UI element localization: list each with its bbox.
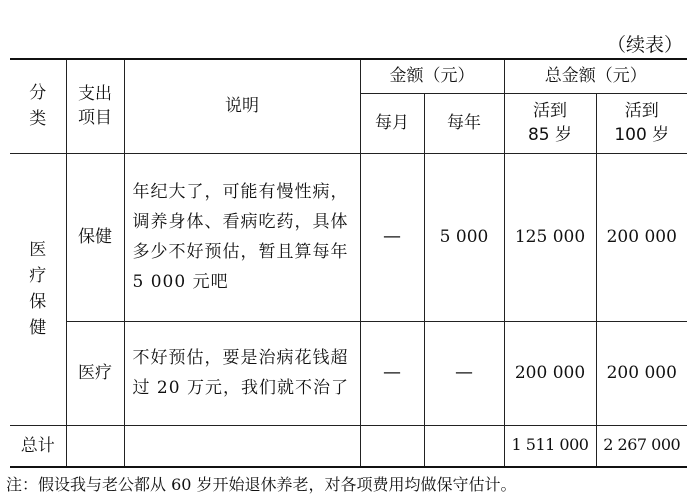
total-row [10, 425, 687, 467]
header-monthly: 每月 [360, 93, 424, 153]
total-label: 总计 [10, 425, 66, 467]
empty-cell [360, 425, 424, 467]
header-to-85: 活到 85 岁 [504, 93, 596, 153]
category-medical: 医疗保健 [10, 153, 66, 425]
description-cell: 不好预估，要是治病花钱超过 20 万元，我们就不治了 [124, 321, 360, 425]
monthly-cell: — [360, 153, 424, 321]
to100-cell: 200 000 [596, 153, 687, 321]
header-category: 分类 [10, 59, 66, 153]
monthly-cell: — [360, 321, 424, 425]
footnote: 注：假设我与老公都从 60 岁开始退休养老，对各项费用均做保守估计。 [6, 475, 517, 494]
header-description: 说明 [124, 59, 360, 153]
item-cell: 医疗 [66, 321, 124, 425]
to85-cell: 125 000 [504, 153, 596, 321]
header-yearly: 每年 [424, 93, 504, 153]
header-to-100: 活到 100 岁 [596, 93, 687, 153]
yearly-cell: — [424, 321, 504, 425]
yearly-cell: 5 000 [424, 153, 504, 321]
empty-cell [424, 425, 504, 467]
total-to85: 1 511 000 [504, 425, 596, 467]
total-to100: 2 267 000 [596, 425, 687, 467]
header-total-group: 总金额（元） [504, 59, 687, 93]
header-amount-group: 金额（元） [360, 59, 504, 93]
item-cell: 保健 [66, 153, 124, 321]
header-item: 支出项目 [66, 59, 124, 153]
continuation-label: （续表） [606, 34, 683, 56]
table-row [10, 153, 687, 321]
table-row [10, 321, 687, 425]
description-cell: 年纪大了，可能有慢性病，调养身体、看病吃药，具体多少不好预估，暂且算每年 5 000 元吧 [124, 153, 360, 321]
to100-cell: 200 000 [596, 321, 687, 425]
empty-cell [124, 425, 360, 467]
empty-cell [66, 425, 124, 467]
expense-table [10, 58, 687, 468]
to85-cell: 200 000 [504, 321, 596, 425]
